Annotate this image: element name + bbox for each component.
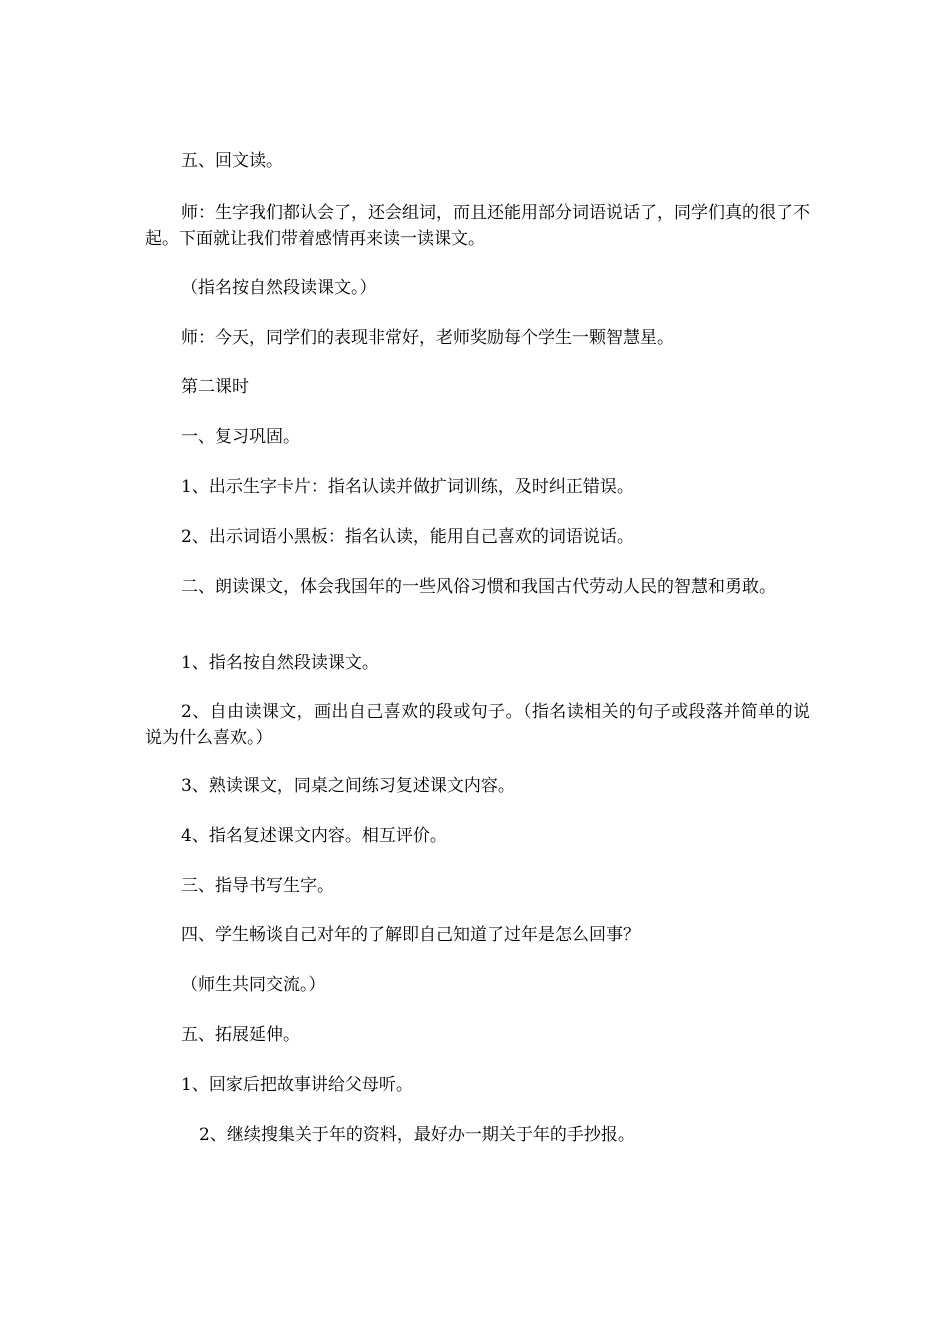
section-heading-discussion: 四、学生畅谈自己对年的了解即自己知道了过年是怎么回事？ [181,925,640,945]
discussion-note: （师生共同交流。） [181,975,326,995]
instruction-note: （指名按自然段读课文。） [181,278,377,298]
section-heading-writing: 三、指导书写生字。 [181,876,334,896]
section-heading-extension: 五、拓展延伸。 [181,1025,300,1045]
section-heading-review: 一、复习巩固。 [181,427,300,447]
list-item-2: 2、出示词语小黑板：指名认读，能用自己喜欢的词语说话。 [181,527,634,547]
list-item-extension-1: 1、回家后把故事讲给父母听。 [181,1075,413,1095]
list-item-read-1: 1、指名按自然段读课文。 [181,653,379,673]
teacher-remark-paragraph: 师：生字我们都认会了，还会组词，而且还能用部分词语说话了，同学们真的很了不起。下面就让我们带着感情再来读一读课文。 [145,203,810,249]
list-item-read-2: 2、自由读课文，画出自己喜欢的段或句子。（指名读相关的句子或段落并简单的说说为什么喜欢。） [145,702,810,748]
list-item-1: 1、出示生字卡片：指名认读并做扩词训练，及时纠正错误。 [181,477,634,497]
list-item-extension-2: 2、继续搜集关于年的资料，最好办一期关于年的手抄报。 [199,1125,635,1145]
list-item-read-3: 3、熟读课文，同桌之间练习复述课文内容。 [181,776,515,796]
lesson-heading-second-period: 第二课时 [181,377,249,397]
list-item-read-4: 4、指名复述课文内容。相互评价。 [181,826,447,846]
section-heading-read-aloud: 二、朗读课文，体会我国年的一些风俗习惯和我国古代劳动人民的智慧和勇敢。 [181,577,776,597]
teacher-praise-paragraph: 师：今天，同学们的表现非常好，老师奖励每个学生一颗智慧星。 [181,328,674,348]
section-heading-review-reading: 五、回文读。 [181,151,283,171]
